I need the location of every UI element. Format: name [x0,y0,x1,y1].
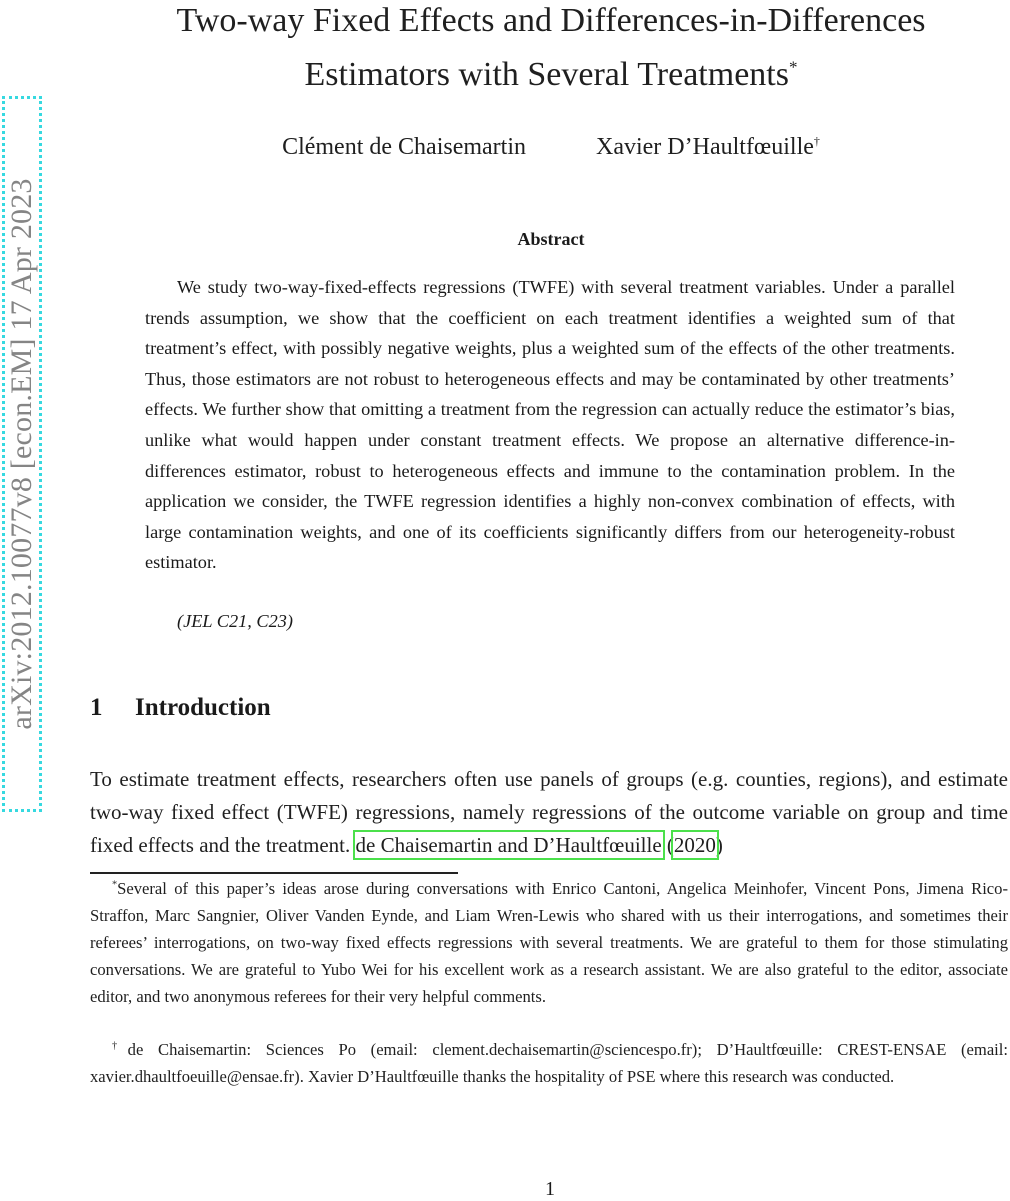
jel-codes: (JEL C21, C23) [177,611,293,631]
author-1 [282,134,526,161]
abstract-heading: Abstract [517,229,585,249]
author-name: Clément de Chaisemartin [282,134,526,160]
footnote-2 [90,1036,1008,1090]
section-title: Introduction [135,694,271,721]
footnote-text: de Chaisemartin: Sciences Po (email: clement.dechaisemartin@sciencespo.fr); D’Haultfœuille: CREST-ENSAE (email: xavier.dhaultfoeuille@ensae.fr). Xavier D’Haultfœuille thanks the hospitality of PSE where this research was conducted. [90,1040,1009,1086]
page-number: 1 [545,1178,555,1200]
title-line-2: Estimators with Several Treatments [304,56,789,93]
abstract-body: We study two-way-fixed-effects regressions (TWFE) with several treatment variables. Under a parallel trends assumption, we show that the coefficient on each treatment identifies a weighted sum of that treatment’s effect, with possibly negative weights, plus a weighted sum of the effects of the other treatments. Thus, those estimators are not robust to heterogeneous effects and may be contaminated by other treatments’ effects. We further show that omitting a treatment from the regression can actually reduce the estimator’s bias, unlike what would happen under constant treatment effects. We propose an alternative difference-in-differences estimator, robust to heterogeneous effects and immune to the contamination problem. In the application we consider, the TWFE regression identifies a highly non-convex combination of effects, with large contamination weights, and one of its coefficients significantly differs from our heterogeneity-robust estimator. [145,277,955,573]
arxiv-identifier[interactable]: arXiv:2012.10077v8 [econ.EM] 17 Apr 2023 [5,178,38,730]
citation-link-authors[interactable]: de Chaisemartin and D’Haultfœuille [355,833,662,857]
footnote-text: Several of this paper’s ideas arose during conversations with Enrico Cantoni, Angelica Meinhofer, Vincent Pons, Jimena Rico-Straffon, Marc Sangnier, Oliver Vanden Eynde, and Liam Wren-Lewis who shared with us their interrogations, and sometimes their referees’ interrogations, on two-way fixed effects regressions with several treatments. We are grateful to them for those stimulating conversations. We are grateful to Yubo Wei for his excellent work as a research assistant. We are also grateful to the editor, associate editor, and two anonymous referees for their very helpful comments. [90,879,1008,1006]
footnote-1 [90,875,1008,1010]
title-footnote-mark[interactable]: * [788,57,798,77]
paper-title [96,0,1006,102]
intro-text: To estimate treatment effects, researchers often use panels of groups (e.g. counties, regions), and estimate two-way fixed effect (TWFE) regressions, namely regressions of the outcome variable on group and time fixed effects and the treatment. [90,767,1008,857]
citation-link-year[interactable]: 2020 [673,833,716,857]
footnote-mark: † [112,1040,128,1052]
section-number: 1 [90,694,103,721]
author-footnote-mark[interactable]: † [813,134,820,148]
section-heading [90,694,271,722]
author-2 [596,134,820,161]
footnote-rule [90,872,458,874]
title-line-1: Two-way Fixed Effects and Differences-in-Differences [176,2,926,39]
author-list [96,134,1006,161]
footnote-mark: * [112,879,118,891]
intro-paragraph: To estimate treatment effects, researchers often use panels of groups (e.g. counties, regions), and estimate two-way fixed effect (TWFE) regressions, namely regressions of the outcome variable on group and time fixed effects and the treatment. de Chaisemartin and D’Haultfœuille (2020) [90,767,1008,857]
author-name: Xavier D’Haultfœuille [596,134,814,160]
